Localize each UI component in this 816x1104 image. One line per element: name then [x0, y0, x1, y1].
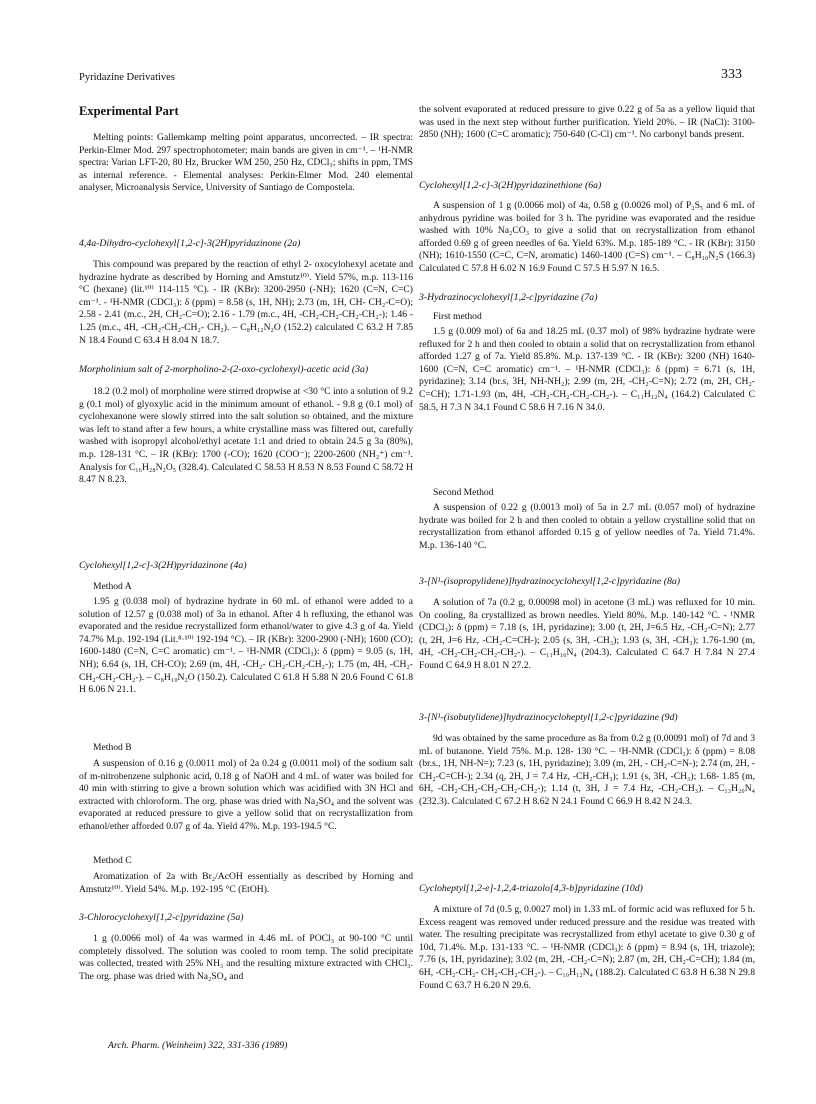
compound-5a-text: 1 g (0.0066 mol) of 4a was warmed in 4.46 mL of POCl₃ at 90-100 °C until completely dissolved. The solution was cooled to room temp. The solid precipitate was collected, treated with 25% NH₃ and the resulting mixture extracted with CHCl₃. The org. phase was dried with Na₂SO₄ and [79, 933, 413, 982]
compound-10d-text: A mixture of 7d (0.5 g, 0.0027 mol) in 1.33 mL of formic acid was refluxed for 5 h. Excess reagent was removed under reduced pressure and the residue was treated with water. The resulting precipitate was recrystallized from ethyl acetate to give 0.30 g of 10d, 71.4%. M.p. 131-133 °C. – ¹H-NMR (CDCl₃): δ (ppm) = 8.94 (s, 1H, triazole); 7.76 (s, 1H, pyridazine); 3.02 (m, 2H, -CH₂-C=N); 2.87 (m, 2H, CH₂-C=CH); 1.84 (m, 6H, -CH₂-CH₂- CH₂-CH₂-CH₂-). – C₁₀H₁₂N₄ (188.2). Calculated C 63.8 H 6.38 N 29.8 Found C 63.7 H 6.20 N 29.6. [419, 904, 755, 991]
compound-9d-text: 9d was obtained by the same procedure as 8a from 0.2 g (0.00091 mol) of 7d and 3 mL of butanone. Yield 75%. M.p. 128- 130 °C. – ¹H-NMR (CDCl₃): δ (ppm) = 8.08 (br.s., 1H, NH-N=); 7.23 (s, 1H, pyridazine); 3.09 (m, 2H, - CH₂-C=N-); 2.74 (m, 2H, -CH₂-C=CH-); 2.34 (q, 2H, J = 7.4 Hz, -CH₂-CH₃); 1.91 (s, 3H, -CH₃); 1.68- 1.85 (m, 6H, -CH₂-CH₂-CH₂-CH₂-CH₂-); 1.14 (t, 3H, J = 7.4 Hz, -CH₂-CH₃). – C₁₃H₂₀N₄ (232.3). Calculated C 67.2 H 8.62 N 24.1 Found C 66.9 H 8.42 N 24.3. [419, 733, 755, 807]
compound-9d-title: 3-[N¹-(isobutylidene)]hydrazinocycloheptyl[1,2-c]pyridazine (9d) [419, 712, 678, 723]
running-title: Pyridazine Derivatives [79, 72, 175, 83]
method-b-label: Method B [93, 742, 132, 753]
compound-2a-text: This compound was prepared by the reaction of ethyl 2- oxocylohexyl acetate and hydrazine hydrate as described by Horning and Amstutz¹⁰⁾. Yield 57%, m.p. 113-116 °C (hexane) (lit.¹⁰⁾ 114-115 °C). - IR (KBr): 3200-2950 (-NH); 1620 (C=N, C=C) cm⁻¹. - ¹H-NMR (CDCl₃): δ (ppm) = 8.58 (s, 1H, NH); 2.73 (m, 1H, CH- CH₂-C=O); 2.58 - 2.41 (m.c., 2H, CH₂-C=O); 2.16 - 1.79 (m.c., 4H, -CH₂-CH₂-CH₂-CH₂-); 1.46 - 1.25 (m.c., 4H, -CH₂-CH₂-CH₂- CH₂). – C₈H₁₂N₂O (152.2) calculated C 63.2 H 7.85 N 18.4 Found C 63.4 H 8.04 N 18.7. [79, 259, 413, 346]
compound-5a-title: 3-Chlorocyclohexyl[1,2-c]pyridazine (5a) [79, 912, 244, 923]
compound-8a-text: A solution of 7a (0.2 g, 0.00098 mol) in acetone (3 mL) was refluxed for 10 min. On cooling, 8a crystallized as brown needles. Yield 80%. M.p. 140-142 °C. - ¹NMR (CDCl₃): δ (ppm) = 7.18 (s, 1H, pyridazine); 3.00 (t, 2H, J=6.5 Hz, -CH₂-C=N); 2.77 (t, 2H, J=6 Hz, -CH₂-C=CH-); 2.05 (s, 3H, -CH₃); 1.93 (s, 3H, -CH₃); 1.76-1.90 (m, 4H, -CH₂-CH₂-CH₂-CH₂-). – C₁₁H₁₆N₄ (204.3). Calculated C 64.7 H 7.84 N 27.4 Found C 64.9 H 8.01 N 27.2. [419, 597, 755, 671]
page-number: 333 [721, 67, 742, 82]
compound-2a-title: 4,4a-Dihydro-cyclohexyl[1,2-c]-3(2H)pyridazinone (2a) [79, 238, 301, 249]
compound-4a-title: Cyclohexyl[1,2-c]-3(2H)pyridazinone (4a) [79, 560, 247, 571]
compound-10d-title: Cycloheptyl[1,2-e]-1,2,4-triazolo[4,3-b]pyridazine (10d) [419, 883, 643, 894]
compound-8a-title: 3-[N¹-(isopropylidene)]hydrazinocyclohexyl[1,2-c]pyridazine (8a) [419, 576, 681, 587]
method-a-label: Method A [93, 581, 132, 592]
method-b-text: A suspension of 0.16 g (0.0011 mol) of 2a 0.24 g (0.0011 mol) of the sodium salt of m-nitrobenzene sulphonic acid, 0.18 g of NaOH and 4 mL of water was boiled for 40 min with stirring to give a brown solution which was acidified with 3N HCl and extracted with chloroform. The org. phase was dried with Na₂SO₄ and the solvent was evaporated at reduced pressure to give a yellow solid that on recrystallization from ethanol/ether afforded 0.07 g of 4a. Yield 47%. M.p. 193-194.5 °C. [79, 758, 413, 832]
compound-6a-text: A suspension of 1 g (0.0066 mol) of 4a, 0.58 g (0.0026 mol) of P₂S₅ and 6 mL of anhydrous pyridine was boiled for 3 h. The pyridine was evaporated and the residue washed with 10% Na₂CO₃ to give a solid that on recrystallization from ethanol afforded 0.69 g of green needles of 6a. Yield 63%. M.p. 185-189 °C. - IR (KBr): 3150 (NH); 1610-1550 (C=C, C=N, aromatic) 1460-1400 (C=S) cm⁻¹. – C₈H₁₀N₂S (166.3) Calculated C 57.8 H 6.02 N 16.9 Found C 57.5 H 5.97 N 16.5. [419, 200, 755, 274]
journal-footer: Arch. Pharm. (Weinheim) 322, 331-336 (1989) [108, 1040, 288, 1051]
compound-5a-continued: the solvent evaporated at reduced pressure to give 0.22 g of 5a as a yellow liquid that was used in the next step without further purification. Yield 20%. – IR (NaCl): 3100-2850 (NH); 1600 (C=C aromatic); 750-640 (C-Cl) cm⁻¹. No carbonyl bands present. [419, 104, 755, 141]
second-method-text: A suspension of 0.22 g (0.0013 mol) of 5a in 2.7 mL (0.057 mol) of hydrazine hydrate was boiled for 2 h and then cooled to obtain a yellow crystalline solid that on recrystallization from ethanol afforded 0.15 g of yellow needles of 7a. Yield 71.4%. M.p. 136-140 °C. [419, 502, 755, 551]
first-method-label: First method [433, 311, 482, 322]
compound-3a-text: 18.2 (0.2 mol) of morpholine were stirred dropwise at <30 °C into a solution of 9.2 g (0.1 mol) of glyoxylic acid in the minimum amount of ethanol. - 9.8 g (0.1 mol) of cyclohexanone were slowly stirred into the salt solution so obtained, and the mixture was left to stand after a few hours, a white crystalline mass was filtered out, carefully washed with isopropyl alcohol/ethyl acetate 1:1 and dried to obtain 24.5 g 3a (80%), m.p. 128-131 °C. – IR (KBr): 1700 (-CO); 1620 (COO⁻); 2200-2600 (NH₂⁺) cm⁻¹. Analysis for C₁₆H₂₈N₂O₅ (328.4). Calculated C 58.53 H 8.53 N 8.53 Found C 58.72 H 8.47 N 8.23. [79, 386, 413, 486]
general-methods: Melting points: Gallemkamp melting point apparatus, uncorrected. – IR spectra: Perkin-Elmer Mod. 297 spectrophotometer; main bands are given in cm⁻¹. – ¹H-NMR spectra: Varian LFT-20, 80 Hz, Brucker WM 250, 250 Hz, CDCl₃; shifts in ppm, TMS as internal reference. - Elemental analyses: Perkin-Elmer Mod. 240 elemental analyser, Microanalysis Service, University of Santiago de Compostela. [79, 132, 413, 194]
compound-7a-title: 3-Hydrazinocyclohexyl[1,2-c]pyridazine (7a) [419, 292, 598, 303]
section-title: Experimental Part [79, 104, 179, 118]
method-a-text: 1.95 g (0.038 mol) of hydrazine hydrate in 60 mL of ethanol were added to a solution of 12.57 g (0.038 mol) of 3a in ethanol. After 4 h refluxing, the ethanol was evaporated and the residue recrystallized form ethanol/water to give 4.3 g of 4a. Yield 74.7% M.p. 192-194 (Lit.⁸·¹⁰⁾ 192-194 °C). – IR (KBr): 3200-2900 (-NH); 1600 (CO); 1600-1480 (C=N, C=C aromatic) cm⁻¹. – ¹H-NMR (CDCl₃): δ (ppm) = 9.05 (s, 1H, NH); 6.64 (s, 1H, CH-CO); 2.69 (m, 4H, -CH₂- CH₂-CH₂-CH₂-); 1.75 (m, 4H, -CH₂- CH₂-CH₂-CH₂-). – C₈H₁₀N₂O (150.2). Calculated C 61.8 H 5.88 N 20.6 Found C 61.8 H 6.06 N 21.1. [79, 596, 413, 696]
compound-3a-title: Morpholinium salt of 2-morpholino-2-(2-oxo-cyclohexyl)-acetic acid (3a) [79, 364, 369, 375]
second-method-label: Second Method [433, 487, 494, 498]
first-method-text: 1.5 g (0.009 mol) of 6a and 18.25 mL (0.37 mol) of 98% hydrazine hydrate were refluxed for 2 h and then cooled to obtain a solid that on recrystallization from ethanol afforded 1.27 g of 7a. Yield 85.8%. M.p. 137-139 °C. - IR (KBr): 3200 (NH) 1640-1600 (C=N, C=C aromatic) cm⁻¹. – ¹H-NMR (CDCl₃): δ (ppm) = 6.71 (s, 1H, pyridazine); 3.14 (br.s, 3H, NH-NH₂); 2.99 (m, 2H, -CH₂-C=N); 2.72 (m, 2H, CH₂-C=CH); 1.71-1.93 (m, 4H, -CH₂-CH₂-CH₂-CH₂-). – C₁₁H₁₂N₄ (164.2) Calculated C 58.5, H 7.3 N 34.1 Found C 58.6 H 7.16 N 34.0. [419, 326, 756, 413]
compound-6a-title: Cyclohexyl[1,2-c]-3(2H)pyridazinethione (6a) [419, 180, 602, 191]
method-c-text: Aromatization of 2a with Br₂/AcOH essentially as described by Horning and Amstutz¹⁰⁾. Yield 54%. M.p. 192-195 °C (EtOH). [79, 871, 413, 895]
method-c-label: Method C [93, 855, 132, 866]
